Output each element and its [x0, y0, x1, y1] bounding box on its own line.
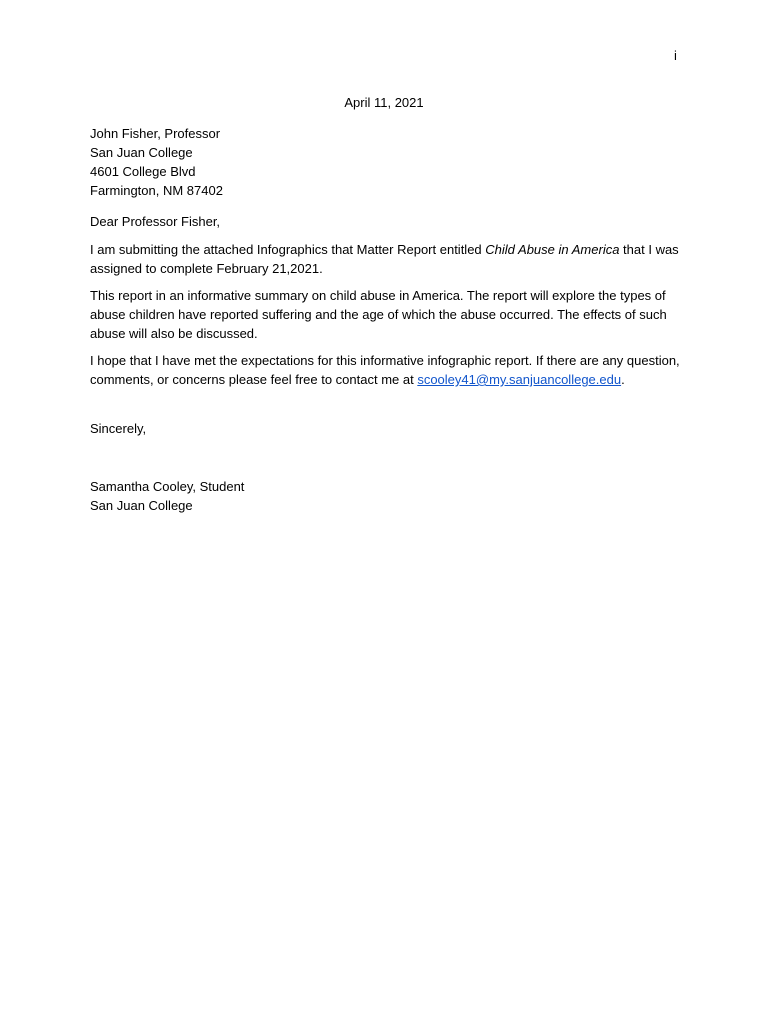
recipient-city-state-zip: Farmington, NM 87402 [90, 183, 223, 198]
paragraph-summary: This report in an informative summary on child abuse in America. The report will explore the types of abuse children have reported suffering and the age of which the abuse occurred. The effects of such abuse will also be discussed. [90, 288, 667, 341]
closing: Sincerely, [90, 421, 147, 436]
signature-block [90, 477, 690, 515]
signature-institution: San Juan College [90, 498, 193, 513]
letter-body [90, 124, 690, 515]
paragraph-contact-text-after: . [621, 372, 625, 387]
recipient-street: 4601 College Blvd [90, 164, 196, 179]
paragraph-contact [90, 351, 690, 389]
paragraph-submission [90, 240, 690, 278]
letter-date: April 11, 2021 [344, 95, 424, 110]
recipient-address [90, 124, 690, 200]
page-number: i [674, 48, 677, 63]
recipient-institution: San Juan College [90, 145, 193, 160]
paragraph-contact-text-before: I hope that I have met the expectations for this informative infographic report. If there are any question, comments, or concerns please feel free to contact me at [90, 353, 680, 387]
report-title: Child Abuse in America [485, 242, 620, 257]
paragraph-submission-text-after: that I was assigned to complete February 21,2021. [90, 242, 679, 276]
email-link[interactable]: scooley41@my.sanjuancollege.edu [417, 372, 622, 387]
paragraph-submission-text-before: I am submitting the attached Infographics that Matter Report entitled [90, 242, 486, 257]
salutation: Dear Professor Fisher, [90, 214, 221, 229]
recipient-name-title: John Fisher, Professor [90, 126, 221, 141]
signature-name-title: Samantha Cooley, Student [90, 479, 245, 494]
